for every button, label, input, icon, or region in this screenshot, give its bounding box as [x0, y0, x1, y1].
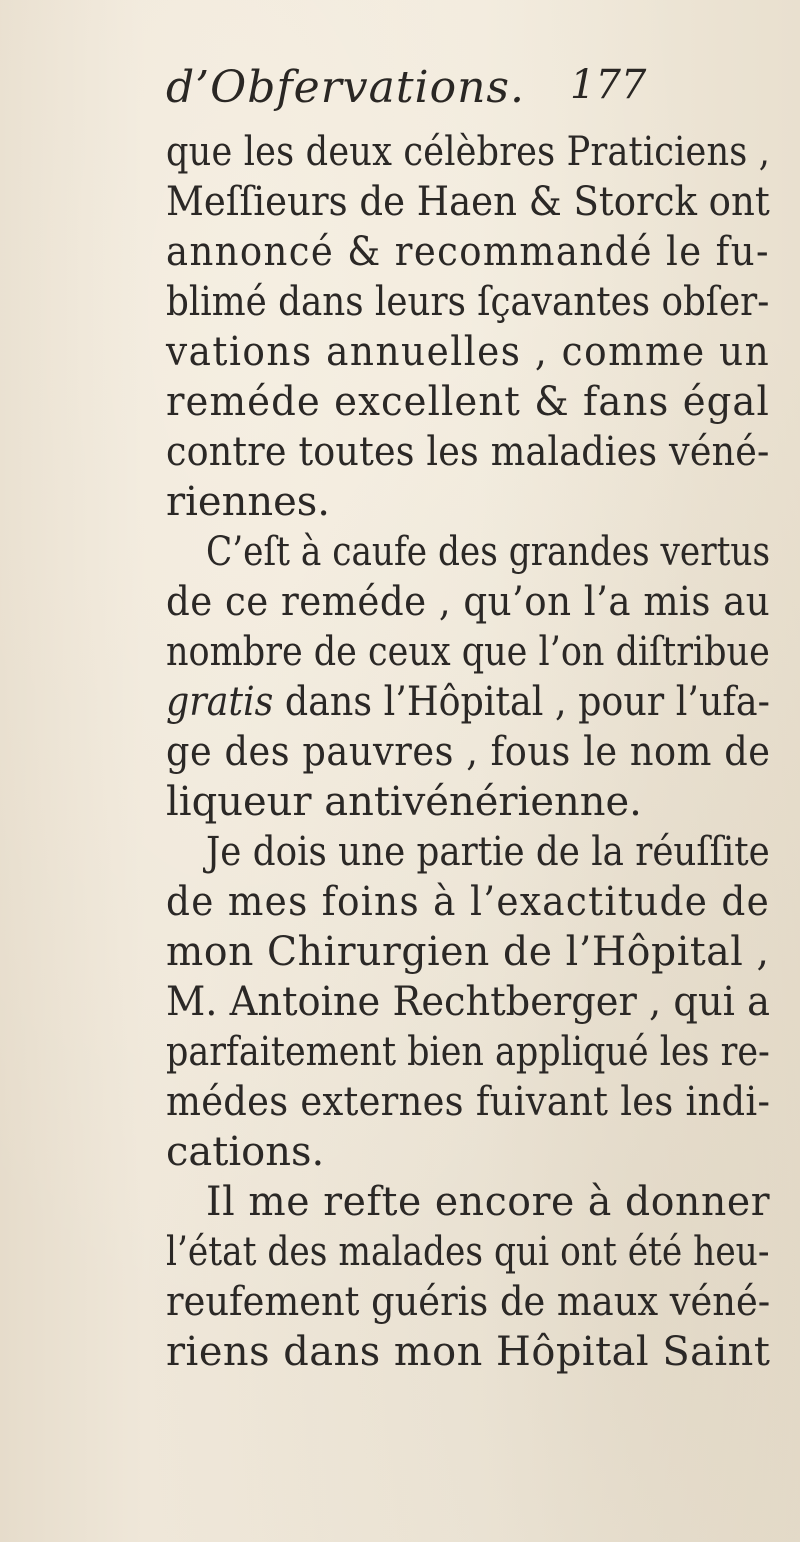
text-line: de mes foins à l’exactitude de: [166, 879, 771, 925]
text-line: parfaitement bien appliqué les re-: [166, 1029, 770, 1075]
text-line: vations annuelles , comme un: [166, 329, 771, 375]
paragraph-start-line: Il me refte encore à donner: [206, 1179, 771, 1225]
text-line: reufement guéris de maux véné-: [166, 1279, 771, 1325]
paragraph-start-line: Je dois une partie de la réuſſite: [206, 829, 770, 875]
text-line: contre toutes les maladies véné-: [166, 429, 770, 475]
text-line: médes externes fuivant les indi-: [166, 1079, 771, 1125]
text-line: que les deux célèbres Praticiens ,: [166, 129, 771, 175]
text-line: reméde excellent & fans égal: [166, 379, 770, 425]
text-line: cations.: [166, 1129, 325, 1175]
text-line: ge des pauvres , fous le nom de: [166, 729, 771, 775]
text-line: blimé dans leurs ſçavantes obſer-: [166, 279, 770, 325]
text-line: annoncé & recommandé le fu-: [166, 229, 770, 275]
page-header: [0, 62, 800, 122]
text-line: riens dans mon Hôpital Saint: [166, 1329, 771, 1375]
text-line: [166, 678, 770, 726]
paragraph-start-line: C’eſt à caufe des grandes vertus: [206, 529, 771, 575]
text-line: M. Antoine Rechtberger , qui a: [166, 979, 771, 1025]
text-line: riennes.: [166, 479, 331, 525]
text-line: nombre de ceux que l’on diſtribue: [166, 629, 770, 675]
text-line: de ce reméde , qu’on l’a mis au: [166, 579, 771, 625]
text-line: Meſſieurs de Haen & Storck ont: [166, 179, 770, 225]
text-line: l’état des malades qui ont été heu-: [166, 1229, 770, 1275]
text-line: liqueur antivénérienne.: [166, 779, 642, 825]
running-title: d’Obfervations.: [166, 62, 525, 113]
text-line: mon Chirurgien de l’Hôpital ,: [166, 929, 770, 975]
page-number: 177: [570, 62, 647, 108]
text-line-rest: dans l’Hôpital , pour l’ufa-: [284, 679, 770, 725]
italic-word: gratis: [166, 679, 274, 725]
